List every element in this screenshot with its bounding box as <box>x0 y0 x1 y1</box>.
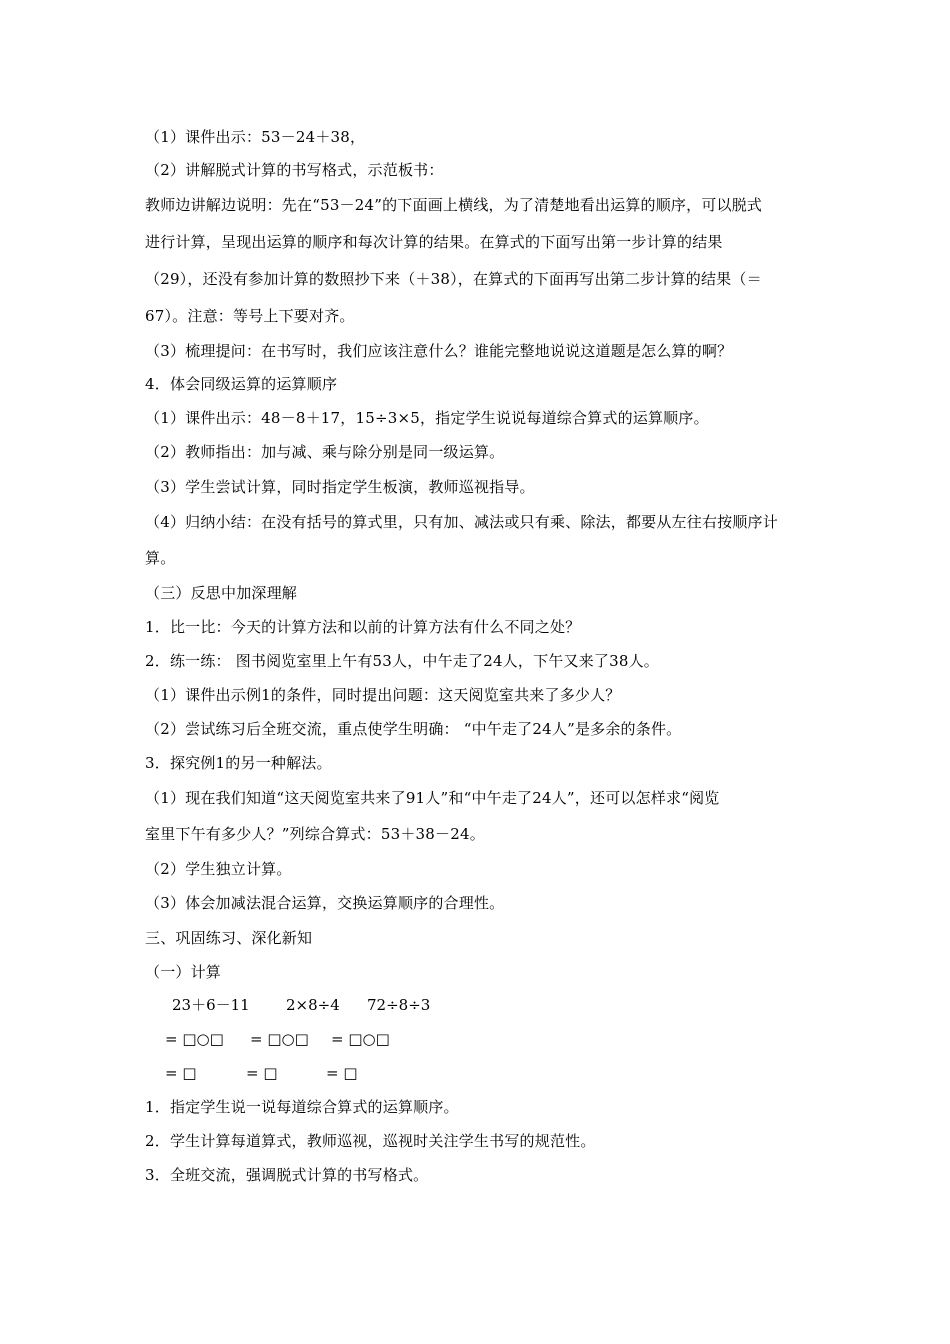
paragraph-line: 2．练一练： 图书阅览室里上午有53人，中午走了24人，下午又来了38人。 <box>145 652 659 670</box>
subsection-heading: （一）计算 <box>145 963 222 981</box>
paragraph-line: （2）学生独立计算。 <box>145 860 292 878</box>
section-heading: （三）反思中加深理解 <box>145 584 298 602</box>
paragraph-line: （2）讲解脱式计算的书写格式，示范板书： <box>145 161 444 179</box>
exercise-result: = □ <box>326 1064 358 1082</box>
paragraph-line: （3）梳理提问：在书写时，我们应该注意什么？谁能完整地说说这道题是怎么算的啊？ <box>145 342 733 360</box>
exercise-expression: 23＋6－11 <box>172 996 250 1014</box>
exercise-expression: 72÷8÷3 <box>367 996 431 1014</box>
paragraph-line: （2）教师指出：加与减、乘与除分别是同一级运算。 <box>145 443 505 461</box>
paragraph-line: 进行计算，呈现出运算的顺序和每次计算的结果。在算式的下面写出第一步计算的结果 <box>145 233 723 251</box>
section-heading: 3．探究例1的另一种解法。 <box>145 754 332 772</box>
paragraph-line: （1）课件出示例1的条件，同时提出问题：这天阅览室共来了多少人？ <box>145 686 621 704</box>
paragraph-line: （3）学生尝试计算，同时指定学生板演，教师巡视指导。 <box>145 478 535 496</box>
paragraph-line: （1）课件出示：53－24＋38， <box>145 128 366 146</box>
section-heading: 三、巩固练习、深化新知 <box>145 929 313 947</box>
paragraph-line: 3．全班交流，强调脱式计算的书写格式。 <box>145 1166 429 1184</box>
paragraph-line: 1．比一比：今天的计算方法和以前的计算方法有什么不同之处？ <box>145 618 581 636</box>
paragraph-line: 2．学生计算每道算式，教师巡视，巡视时关注学生书写的规范性。 <box>145 1132 596 1150</box>
paragraph-line: 67）。注意：等号上下要对齐。 <box>145 307 355 325</box>
section-heading: 4．体会同级运算的运算顺序 <box>145 375 338 393</box>
paragraph-line: （3）体会加减法混合运算，交换运算顺序的合理性。 <box>145 894 505 912</box>
paragraph-line: 室里下午有多少人？”列综合算式：53＋38－24。 <box>145 825 485 843</box>
exercise-result: = □ <box>165 1064 197 1082</box>
exercise-step: = □○□ <box>165 1030 224 1048</box>
paragraph-line: 1．指定学生说一说每道综合算式的运算顺序。 <box>145 1098 459 1116</box>
paragraph-line: 教师边讲解边说明：先在“53－24”的下面画上横线，为了清楚地看出运算的顺序，可以脱式 <box>145 196 763 214</box>
paragraph-line: 算。 <box>145 549 176 567</box>
paragraph-line: （1）现在我们知道“这天阅览室共来了91人”和“中午走了24人”，还可以怎样求“阅览 <box>145 789 720 807</box>
exercise-step: = □○□ <box>250 1030 309 1048</box>
paragraph-line: （1）课件出示：48－8＋17，15÷3×5，指定学生说说每道综合算式的运算顺序。 <box>145 409 709 427</box>
paragraph-line: （29），还没有参加计算的数照抄下来（＋38），在算式的下面再写出第二步计算的结果（＝ <box>145 270 762 288</box>
exercise-result: = □ <box>246 1064 278 1082</box>
exercise-expression: 2×8÷4 <box>286 996 340 1014</box>
paragraph-line: （2）尝试练习后全班交流，重点使学生明确： “中午走了24人”是多余的条件。 <box>145 720 682 738</box>
paragraph-line: （4）归纳小结：在没有括号的算式里，只有加、减法或只有乘、除法，都要从左往右按顺序计 <box>145 513 778 531</box>
exercise-step: = □○□ <box>331 1030 390 1048</box>
